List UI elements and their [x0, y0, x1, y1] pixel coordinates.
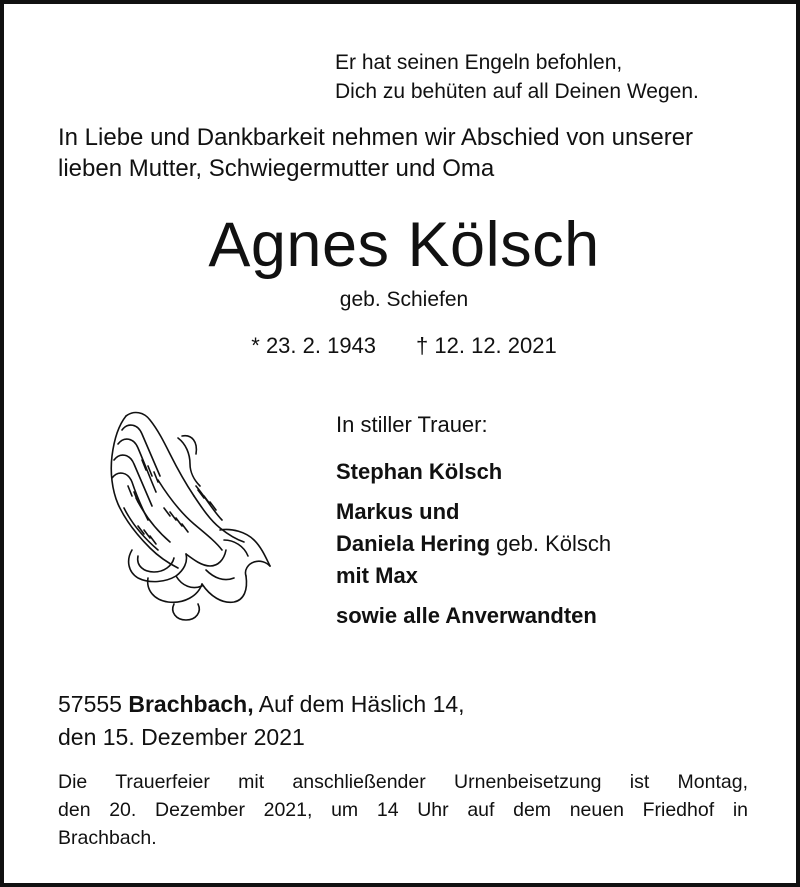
mourning-heading: In stiller Trauer:	[336, 412, 488, 437]
praying-hands-icon	[98, 400, 284, 622]
address-date: den 15. Dezember 2021	[58, 724, 305, 750]
mourner-relatives: sowie alle Anverwandten	[336, 603, 597, 628]
farewell-intro	[58, 122, 693, 184]
death-date: † 12. 12. 2021	[416, 333, 557, 358]
mourner-markus-daniela	[336, 496, 611, 592]
bible-verse	[335, 48, 699, 106]
address-block	[58, 688, 465, 754]
address-zip: 57555	[58, 691, 129, 717]
mourner-daniela: Daniela Hering	[336, 531, 491, 556]
mourner-stephan: Stephan Kölsch	[336, 459, 503, 484]
address-city: Brachbach,	[128, 691, 254, 717]
deceased-name: Agnes Kölsch	[208, 210, 600, 280]
mourner-max: mit Max	[336, 563, 418, 588]
address-street: Auf dem Häslich 14,	[253, 691, 465, 717]
intro-line-2: lieben Mutter, Schwiegermutter und Oma	[58, 155, 495, 182]
mourner-daniela-maiden: geb. Kölsch	[490, 531, 612, 556]
birth-date: * 23. 2. 1943	[251, 333, 377, 358]
funeral-notice	[58, 768, 748, 852]
verse-line-1: Er hat seinen Engeln befohlen,	[335, 51, 623, 74]
notice-line-2: den 20. Dezember 2021, um 14 Uhr auf dem neuen Friedhof in	[58, 799, 748, 821]
intro-line-1: In Liebe und Dankbarkeit nehmen wir Abschied von unserer	[58, 124, 694, 151]
notice-line-1: Die Trauerfeier mit anschließender Urnenbeisetzung ist Montag,	[58, 771, 748, 793]
mourner-markus: Markus und	[336, 499, 460, 524]
notice-line-3: Brachbach.	[58, 827, 157, 849]
life-dates	[4, 331, 800, 361]
verse-line-2: Dich zu behüten auf all Deinen Wegen.	[335, 80, 699, 103]
maiden-name: geb. Schiefen	[339, 288, 469, 311]
